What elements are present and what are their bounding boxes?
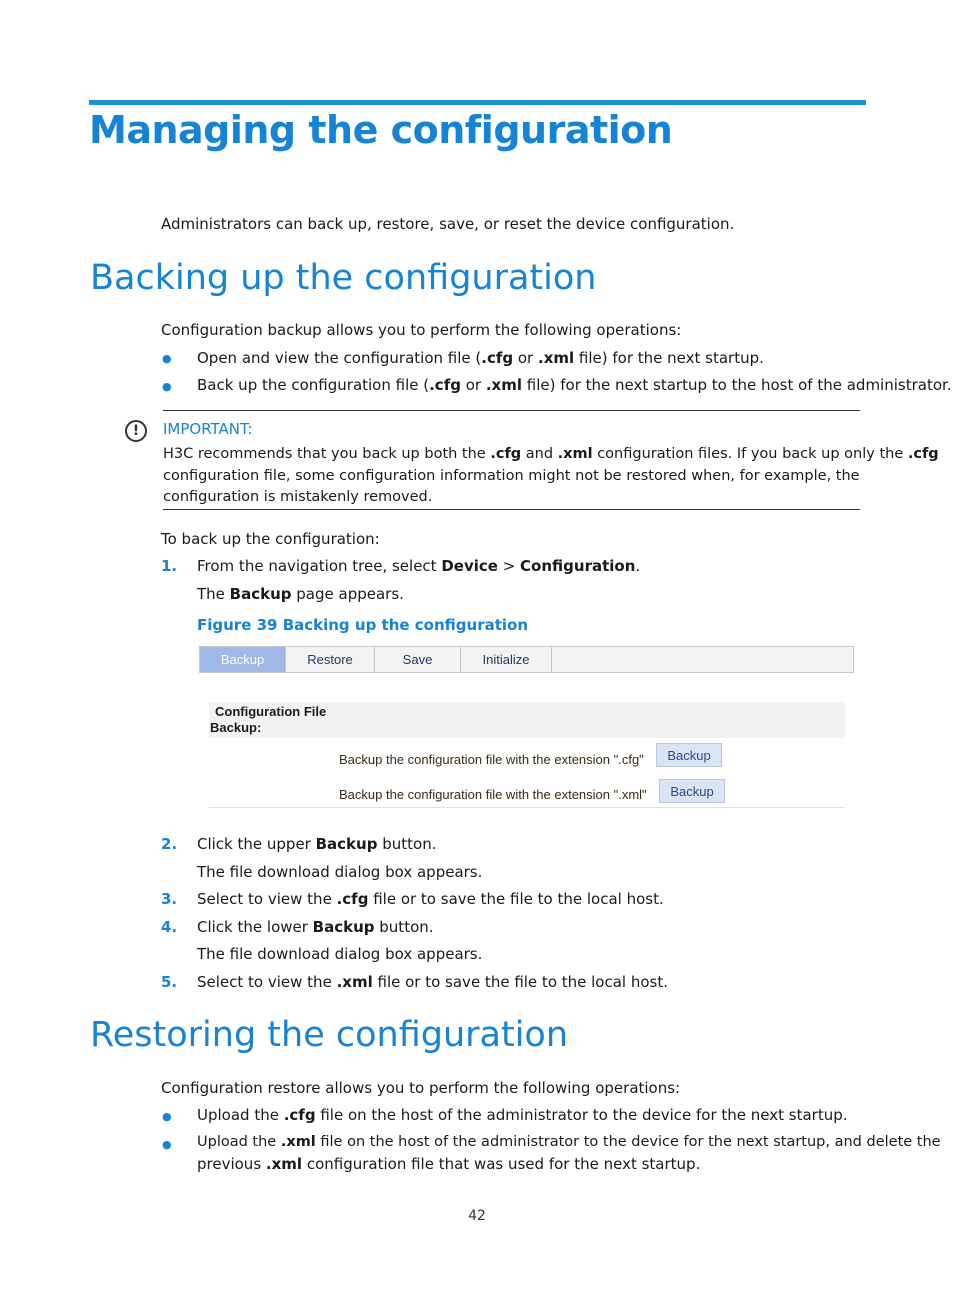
important-top-rule <box>163 410 860 411</box>
page-number: 42 <box>468 1208 486 1224</box>
step-1: From the navigation tree, select Device > Configuration. <box>197 557 641 575</box>
backup-bullet-1: Open and view the configuration file (.cfg or .xml file) for the next startup. <box>197 349 764 367</box>
bullet-icon: ● <box>162 1110 172 1123</box>
cfg-backup-button[interactable]: Backup <box>656 743 722 767</box>
step-2: Click the upper Backup button. <box>197 835 437 853</box>
backup-heading: Backing up the configuration <box>90 258 597 298</box>
chapter-top-rule <box>89 100 866 105</box>
section-title: Configuration File <box>215 704 327 719</box>
restore-bullet-1: Upload the .cfg file on the host of the administrator to the device for the next startup. <box>197 1106 848 1124</box>
restore-heading: Restoring the configuration <box>90 1015 569 1055</box>
step-4-result: The file download dialog box appears. <box>197 945 483 963</box>
tab-save[interactable]: Save <box>375 647 461 672</box>
config-tab-bar <box>199 646 854 673</box>
step-number: 2. <box>161 835 178 853</box>
important-text-line-3: configuration is mistakenly removed. <box>163 489 433 505</box>
restore-bullet-2-line-1: Upload the .xml file on the host of the administrator to the device for the next startup, and delete the <box>197 1134 941 1150</box>
figure-caption: Figure 39 Backing up the configuration <box>197 616 529 634</box>
bullet-icon: ● <box>162 352 172 365</box>
tab-backup[interactable]: Backup <box>200 647 286 672</box>
xml-backup-button[interactable]: Backup <box>659 779 725 803</box>
backup-bullet-2: Back up the configuration file (.cfg or .xml file) for the next startup to the host of the administrator. <box>197 376 952 394</box>
step-number: 5. <box>161 973 178 991</box>
intro-paragraph: Administrators can back up, restore, save, or reset the device configuration. <box>161 215 735 233</box>
bullet-icon: ● <box>162 1138 172 1151</box>
step-number: 4. <box>161 918 178 936</box>
restore-lead: Configuration restore allows you to perform the following operations: <box>161 1079 681 1097</box>
step-3: Select to view the .cfg file or to save the file to the local host. <box>197 890 664 908</box>
backup-steps-lead: To back up the configuration: <box>161 530 380 548</box>
step-4: Click the lower Backup button. <box>197 918 434 936</box>
tab-restore[interactable]: Restore <box>286 647 375 672</box>
backup-lead: Configuration backup allows you to perform the following operations: <box>161 321 682 339</box>
section-subtitle: Backup: <box>210 720 262 735</box>
chapter-title: Managing the configuration <box>89 108 673 152</box>
step-number: 1. <box>161 557 178 575</box>
cfg-backup-label: Backup the configuration file with the extension ".cfg" <box>339 752 644 767</box>
important-bottom-rule <box>163 509 860 510</box>
exclamation-circle-icon: ! <box>125 420 147 442</box>
important-text-line-2: configuration file, some configuration information might not be restored when, for example, the <box>163 468 860 484</box>
important-label: IMPORTANT: <box>163 420 253 438</box>
step-number: 3. <box>161 890 178 908</box>
step-5: Select to view the .xml file or to save the file to the local host. <box>197 973 669 991</box>
important-text-line-1: H3C recommends that you back up both the .cfg and .xml configuration files. If you back up only the .cfg <box>163 446 939 462</box>
bullet-icon: ● <box>162 380 172 393</box>
tab-initialize[interactable]: Initialize <box>461 647 552 672</box>
step-1-result: The Backup page appears. <box>197 585 404 603</box>
xml-backup-label: Backup the configuration file with the extension ".xml" <box>339 787 647 802</box>
step-2-result: The file download dialog box appears. <box>197 863 483 881</box>
restore-bullet-2-line-2: previous .xml configuration file that was used for the next startup. <box>197 1155 701 1173</box>
